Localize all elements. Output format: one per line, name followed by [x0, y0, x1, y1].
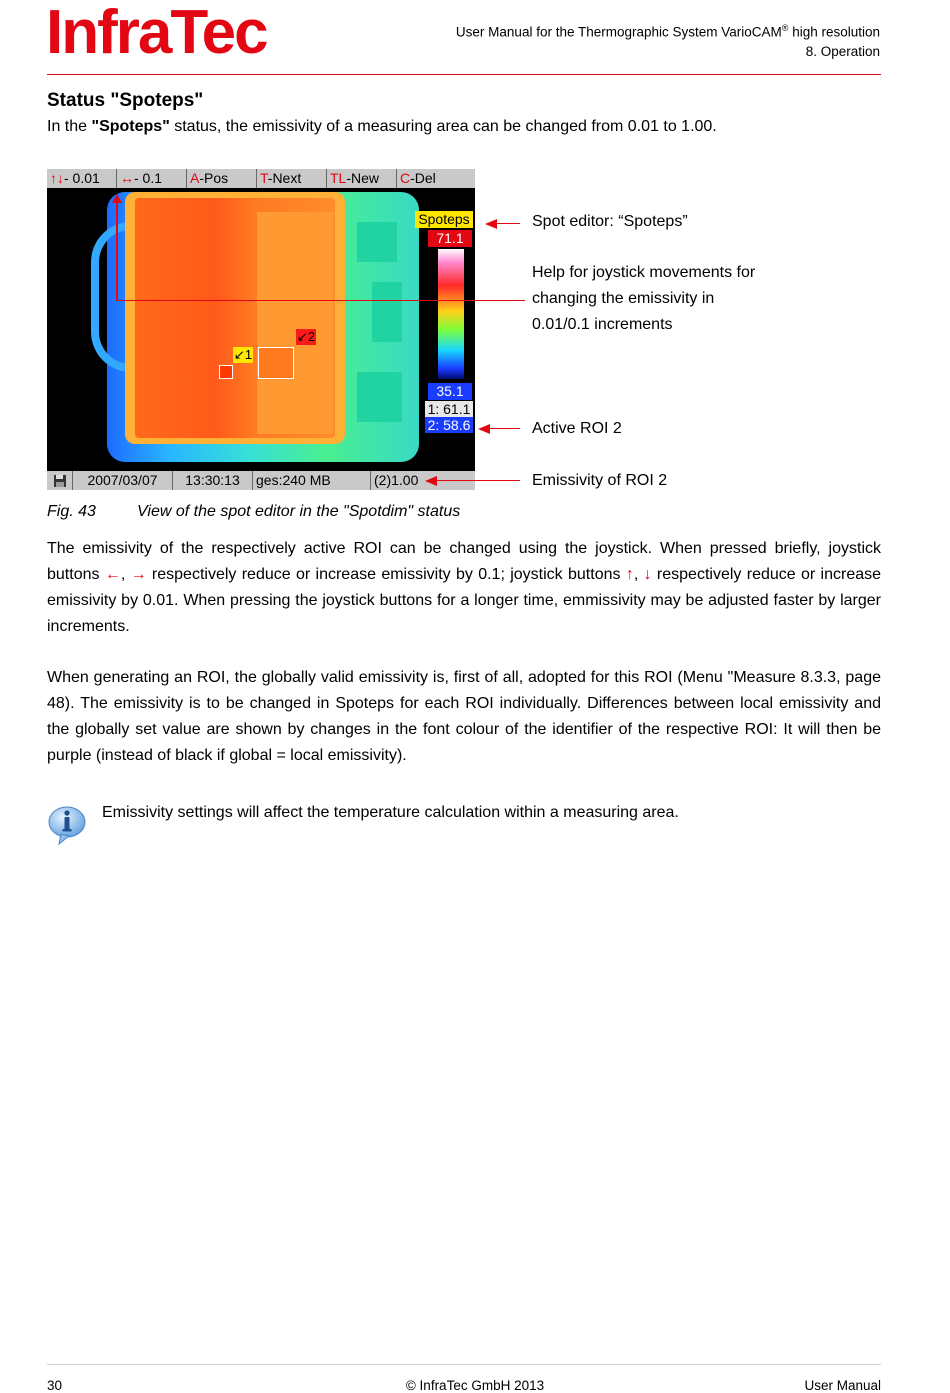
roi-1-box: [219, 365, 233, 379]
a-pos-hint: [187, 169, 257, 188]
callout-active-roi: Active ROI 2: [532, 420, 622, 437]
thermal-image: [107, 192, 472, 470]
arrow-left-icon: [425, 476, 437, 486]
thermal-camera-screen: [47, 169, 475, 490]
color-scale-bar: [438, 249, 464, 379]
manual-title: [456, 23, 880, 40]
callout-line: [436, 480, 520, 481]
arrow-left-glyph: ←: [104, 566, 121, 583]
arrow-up-glyph: ↑: [625, 566, 634, 583]
roi-2-label: ↙2: [296, 329, 316, 344]
intro-before: In the: [47, 118, 92, 135]
ud-step-hint: [47, 169, 117, 188]
arrow-down-glyph: ↓: [643, 566, 652, 583]
scale-max-value: 71.1: [428, 230, 472, 247]
capture-date: 2007/03/07: [73, 471, 173, 490]
callout-help-line3: 0.01/0.1 increments: [532, 316, 673, 333]
arrow-left-icon: [478, 424, 490, 434]
footer-divider: [47, 1364, 881, 1365]
floppy-disk-icon: [47, 471, 73, 490]
roi-1-number: 1: [244, 347, 253, 362]
help-pointer-line: [116, 201, 118, 301]
spoteps-status-label: Spoteps: [415, 211, 473, 228]
intro-bold: "Spoteps": [91, 118, 170, 135]
note-text: Emissivity settings will affect the temperature calculation within a measuring area.: [102, 804, 679, 821]
chapter-title: 8. Operation: [805, 44, 880, 59]
paragraph-joystick: [47, 536, 881, 640]
ud-step-value: - 0.01: [64, 170, 100, 186]
memory-status: ges:240 MB: [253, 471, 371, 490]
left-right-arrows-icon: ↔: [120, 170, 134, 186]
pcb-component: [372, 282, 402, 342]
capture-time: 13:30:13: [173, 471, 253, 490]
callout-line: [496, 223, 520, 224]
intro-after: status, the emissivity of a measuring area can be changed from 0.01 to 1.00.: [169, 118, 717, 135]
section-heading: Status "Spoteps": [47, 90, 204, 111]
infratec-logo: InfraTec: [46, 0, 267, 67]
t-key: T: [260, 170, 268, 186]
roi-2-number: 2: [307, 329, 316, 344]
figure-number: Fig. 43: [47, 503, 96, 520]
callout-line: [489, 428, 520, 429]
arrow-left-icon: [485, 219, 497, 229]
arrow-right-glyph: →: [130, 566, 147, 583]
footer-copyright: © InfraTec GmbH 2013: [405, 1378, 545, 1393]
camera-top-bar: [47, 169, 475, 188]
registered-mark: ®: [781, 23, 789, 33]
t-next-hint: [257, 169, 327, 188]
callout-spot-editor: Spot editor: “Spoteps”: [532, 213, 688, 230]
t-label: -Next: [267, 170, 302, 186]
scale-min-value: 35.1: [428, 383, 472, 400]
roi-2-reading: 2: 58.6: [425, 417, 473, 433]
callout-help-line2: changing the emissivity in: [532, 290, 715, 307]
tl-label: -New: [346, 170, 380, 186]
section-intro: [47, 118, 717, 136]
pcb-component: [357, 372, 402, 422]
a-label: -Pos: [199, 170, 229, 186]
c-label: -Del: [410, 170, 436, 186]
page-number: 30: [47, 1378, 63, 1393]
tl-key: TL: [330, 170, 347, 186]
manual-title-text: User Manual for the Thermographic System VarioCAM: [455, 24, 782, 40]
p1-text-b: respectively reduce or increase emissivity by 0.1; joystick buttons: [146, 566, 626, 583]
lr-step-value: - 0.1: [134, 170, 163, 186]
info-icon: [47, 804, 89, 846]
p1-separator: ,: [120, 566, 131, 583]
p1-text-a: The emissivity of the respectively active ROI can be changed using the joystick. When pressed briefly, joystick buttons: [47, 540, 881, 583]
roi-1-reading: 1: 61.1: [425, 401, 473, 417]
roi-1-label: ↙1: [233, 347, 253, 362]
p1-separator: ,: [633, 566, 644, 583]
tl-new-hint: [327, 169, 397, 188]
lr-step-hint: [117, 169, 187, 188]
help-pointer-line: [475, 300, 525, 301]
help-pointer-line: [116, 300, 475, 301]
header-divider: [47, 74, 881, 75]
callout-emissivity-roi: Emissivity of ROI 2: [532, 472, 668, 489]
arrow-up-icon: [112, 194, 122, 203]
hot-chip-right: [257, 212, 333, 434]
p1-text-c: respectively reduce or increase emissivity by 0.01. When pressing the joystick buttons for a longer time, emmissivity may be adjusted faster by larger increments.: [47, 566, 882, 635]
roi-emissivity-value: (2)1.00: [374, 472, 419, 488]
manual-title-suffix: high resolution: [788, 24, 880, 40]
figure-caption-text: View of the spot editor in the "Spotdim" status: [137, 503, 461, 520]
c-key: C: [400, 170, 411, 186]
roi-2-box: [258, 347, 294, 379]
pcb-component: [357, 222, 397, 262]
callout-help-line1: Help for joystick movements for: [532, 264, 756, 281]
camera-bottom-bar: [47, 471, 475, 490]
c-del-hint: [397, 169, 475, 188]
up-down-arrows-icon: ↑↓: [50, 170, 64, 186]
figure-caption: [47, 503, 460, 521]
footer-doc-type: User Manual: [804, 1378, 881, 1393]
a-key: A: [190, 170, 200, 186]
paragraph-roi-generation: When generating an ROI, the globally valid emissivity is, first of all, adopted for this ROI (Menu "Measure 8.3.3, page 48). The emissivity is to be changed in Spoteps for each ROI individually. Differences between local emissivity and the globally set value are shown by changes in the font colour of the identifier of the respective ROI: It will then be purple (instead of black if global = local emissivity).: [47, 669, 881, 764]
